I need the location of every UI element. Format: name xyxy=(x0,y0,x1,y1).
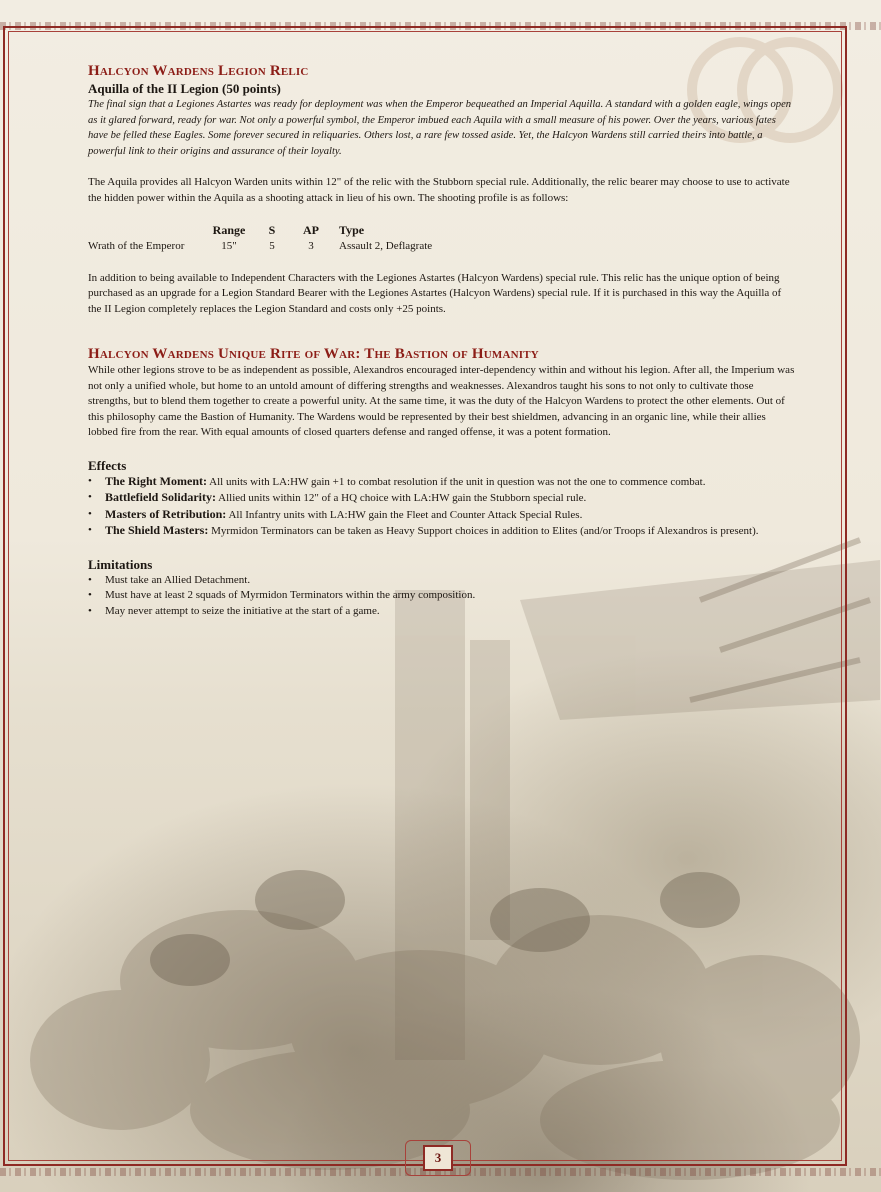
profile-header-type: Type xyxy=(339,223,365,238)
effect-text: All units with LA:HW gain +1 to combat resolution if the unit in question was not the one to commence combat. xyxy=(207,475,706,488)
relic-heading: Halcyon Wardens Legion Relic xyxy=(88,63,309,79)
list-item xyxy=(88,490,796,507)
profile-strength: 5 xyxy=(269,240,275,252)
relic-flavor-text: The final sign that a Legiones Astartes was ready for deployment was when the Emperor bequeathed an Imperial Aquilla. A standard with a golden eagle, wings open as it glared forward, ready for war. Not only a powerful symbol, the Emperor imbued each Aquila with a small measure of his power. Over the years, various fates have be felled these Eagles. Some forever secured in reliquaries. Others lost, a rare few tossed aside. Yet, the Halcyon Wardens still carried theirs into battle, a powerful link to their origins and assurance of their loyalty. xyxy=(88,99,792,157)
relic-subheading: Aquilla of the II Legion (50 points) xyxy=(88,81,281,96)
effect-name: Masters of Retribution: xyxy=(105,506,227,521)
effect-text: Myrmidon Terminators can be taken as Heavy Support choices in addition to Elites (and/or Troops if Alexandros is present). xyxy=(208,525,759,537)
list-item: • Must take an Allied Detachment. xyxy=(88,573,796,589)
profile-ap: 3 xyxy=(308,240,314,252)
effect-text: All Infantry units with LA:HW gain the Fleet and Counter Attack Special Rules. xyxy=(226,508,583,521)
effect-text: Allied units within 12" of a HQ choice with LA:HW gain the Stubborn special rule. xyxy=(216,492,587,504)
profile-weapon-name: Wrath of the Emperor xyxy=(88,240,185,252)
effect-name: The Right Moment: xyxy=(105,473,207,488)
limitations-list xyxy=(88,573,796,620)
rite-heading: Halcyon Wardens Unique Rite of War: The Bastion of Humanity xyxy=(88,346,539,362)
relic-availability: In addition to being available to Independent Characters with the Legiones Astartes (Halcyon Wardens) special rule. This relic has the unique option of being purchased as an upgrade for a Legion Standard Bearer with the Legiones Astartes (Halcyon Wardens) special rule. If it is purchased in this way the Aquilla of the II Legion completely replaces the Legion Standard and costs only +25 points. xyxy=(88,271,782,315)
profile-type: Assault 2, Deflagrate xyxy=(339,240,433,252)
list-item xyxy=(88,474,796,491)
profile-header-row xyxy=(88,223,432,239)
relic-description: The Aquila provides all Halcyon Warden units within 12" of the relic with the Stubborn special rule. Additionally, the relic bearer may choose to use to activate the hidden power within the Aquila as a shooting attack in lieu of his own. The shooting profile is as follows: xyxy=(88,176,790,204)
list-item: • May never attempt to seize the initiative at the start of a game. xyxy=(88,604,796,620)
list-item xyxy=(88,523,796,540)
profile-header-s: S xyxy=(268,223,276,238)
profile-row xyxy=(88,239,432,255)
effect-name: Battlefield Solidarity: xyxy=(105,490,216,504)
profile-header-ap: AP xyxy=(303,223,319,238)
profile-header-range: Range xyxy=(212,223,246,238)
effects-list xyxy=(88,474,796,540)
list-item: • Must have at least 2 squads of Myrmidon Terminators within the army composition. xyxy=(88,588,796,604)
list-item xyxy=(88,507,796,524)
effect-name: The Shield Masters: xyxy=(105,523,209,537)
profile-range: 15" xyxy=(221,240,237,252)
shooting-profile-table xyxy=(88,223,432,255)
effects-heading: Effects xyxy=(88,457,127,473)
page-content xyxy=(88,62,796,619)
limitations-heading: Limitations xyxy=(88,556,153,572)
page-number: 3 xyxy=(423,1145,453,1171)
rite-intro: While other legions strove to be as independent as possible, Alexandros encouraged inter-dependency within and without his legion. After all, the Imperium was not only a unified whole, but home to an untold amount of differing strengths and weaknesses. Alexandros taught his sons to not only to cultivate those strengths, but to blend them together to create a powerful unity. At the same time, it was the duty of the Halcyon Wardens to protect the other elements. Out of this philosophy came the Bastion of Humanity. The Wardens would be represented by their best shieldmen, advancing in an organic line, while their allies lobbed fire from the rear. With equal amounts of closed quarters defense and ranged offense, it was a potent formation. xyxy=(88,364,795,438)
